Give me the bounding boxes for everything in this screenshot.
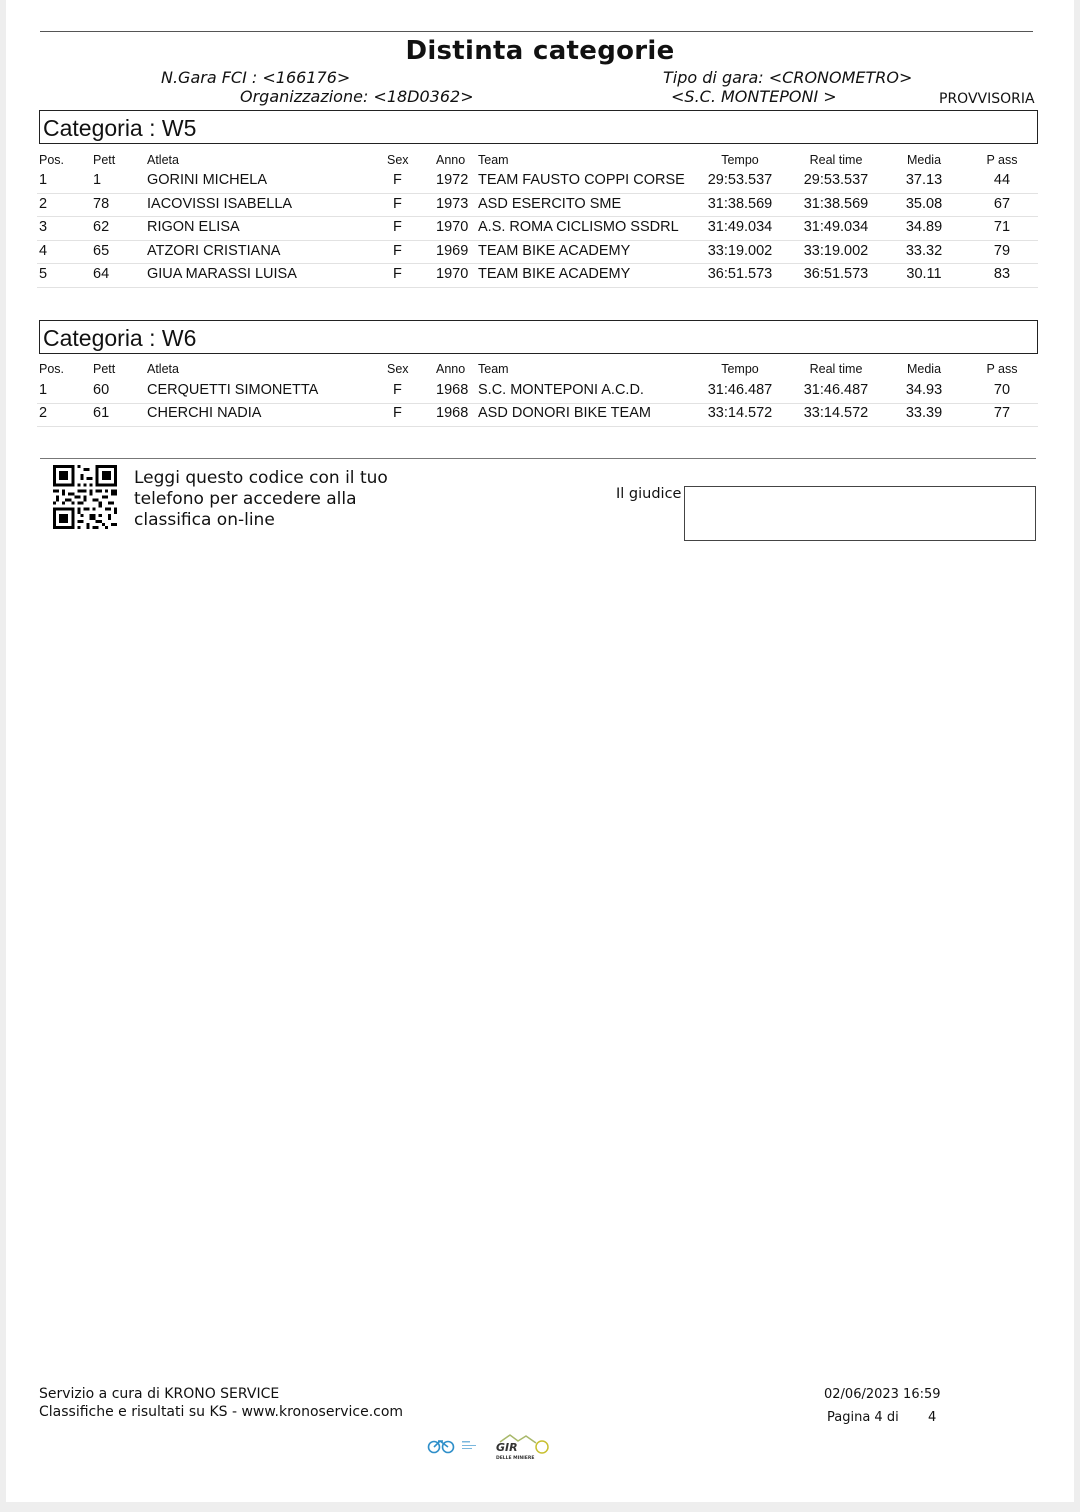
row-media: 34.93 bbox=[905, 382, 943, 398]
col-anno: Anno bbox=[436, 362, 466, 376]
sponsor-logos bbox=[426, 1432, 556, 1462]
row-real-time: 33:14.572 bbox=[803, 405, 869, 421]
row-sex: F bbox=[393, 219, 402, 235]
top-rule bbox=[40, 31, 1033, 32]
race-number: N.Gara FCI : <166176> bbox=[161, 68, 351, 87]
row-real-time: 31:38.569 bbox=[803, 196, 869, 212]
row-pass: 83 bbox=[993, 266, 1011, 282]
giro-delle-miniere-logo bbox=[496, 1435, 548, 1461]
row-real-time: 29:53.537 bbox=[803, 172, 869, 188]
svg-text:DELLE MINIERE: DELLE MINIERE bbox=[496, 1456, 535, 1461]
row-sex: F bbox=[393, 243, 402, 259]
document-title: Distinta categorie bbox=[405, 36, 675, 66]
qr-instruction-line1: Leggi questo codice con il tuo bbox=[134, 468, 388, 488]
footer-page-label: Pagina 4 di bbox=[827, 1410, 899, 1425]
row-pass: 79 bbox=[993, 243, 1011, 259]
row-sex: F bbox=[393, 382, 402, 398]
category-header-w6 bbox=[39, 320, 1038, 354]
qr-code-icon[interactable] bbox=[53, 465, 117, 529]
row-tempo: 31:46.487 bbox=[707, 382, 773, 398]
row-anno: 1973 bbox=[436, 196, 469, 212]
row-real-time: 31:46.487 bbox=[803, 382, 869, 398]
row-tempo: 36:51.573 bbox=[707, 266, 773, 282]
footer-results: Classifiche e risultati su KS - www.kronoservice.com bbox=[39, 1404, 404, 1420]
footer-datetime: 02/06/2023 16:59 bbox=[824, 1387, 941, 1402]
row-pass: 67 bbox=[993, 196, 1011, 212]
footer-page-total: 4 bbox=[928, 1410, 937, 1425]
row-divider bbox=[37, 240, 1038, 241]
organization: Organizzazione: <18D0362> bbox=[240, 87, 474, 106]
col-team: Team bbox=[478, 153, 509, 167]
row-pett: 65 bbox=[93, 243, 110, 259]
row-media: 30.11 bbox=[906, 266, 942, 282]
row-pos: 1 bbox=[39, 382, 48, 398]
col-team: Team bbox=[478, 362, 509, 376]
row-team: A.S. ROMA CICLISMO SSDRL bbox=[478, 219, 679, 235]
row-pass: 77 bbox=[993, 405, 1011, 421]
judge-signature-box bbox=[684, 486, 1036, 541]
row-atleta: CERQUETTI SIMONETTA bbox=[147, 382, 319, 398]
row-pass: 70 bbox=[993, 382, 1011, 398]
col-media: Media bbox=[906, 362, 942, 376]
row-anno: 1972 bbox=[436, 172, 469, 188]
col-pett: Pett bbox=[93, 362, 116, 376]
row-pass: 71 bbox=[993, 219, 1011, 235]
row-anno: 1968 bbox=[436, 405, 469, 421]
row-sex: F bbox=[393, 266, 402, 282]
row-anno: 1970 bbox=[436, 266, 469, 282]
row-real-time: 33:19.002 bbox=[803, 243, 869, 259]
row-divider bbox=[37, 287, 1038, 288]
race-type: Tipo di gara: <CRONOMETRO> bbox=[663, 68, 913, 87]
row-sex: F bbox=[393, 405, 402, 421]
row-pett: 78 bbox=[93, 196, 110, 212]
row-atleta: CHERCHI NADIA bbox=[147, 405, 262, 421]
row-divider bbox=[37, 263, 1038, 264]
row-pos: 2 bbox=[39, 405, 48, 421]
organizer-name: <S.C. MONTEPONI > bbox=[671, 87, 837, 106]
row-media: 33.39 bbox=[905, 405, 943, 421]
col-media: Media bbox=[906, 153, 942, 167]
col-pos: Pos. bbox=[39, 362, 65, 376]
footer-service: Servizio a cura di KRONO SERVICE bbox=[39, 1386, 280, 1402]
category-title: Categoria : W6 bbox=[43, 325, 197, 351]
col-pett: Pett bbox=[93, 153, 116, 167]
row-tempo: 29:53.537 bbox=[707, 172, 773, 188]
row-atleta: IACOVISSI ISABELLA bbox=[147, 196, 293, 212]
row-pett: 62 bbox=[93, 219, 110, 235]
row-pos: 4 bbox=[39, 243, 48, 259]
sponsor-text-mark bbox=[462, 1441, 476, 1449]
row-team: TEAM BIKE ACADEMY bbox=[478, 243, 631, 259]
col-tempo: Tempo bbox=[721, 362, 759, 376]
row-media: 33.32 bbox=[905, 243, 943, 259]
col-anno: Anno bbox=[436, 153, 466, 167]
row-tempo: 31:38.569 bbox=[707, 196, 773, 212]
col-sex: Sex bbox=[387, 362, 409, 376]
row-media: 34.89 bbox=[905, 219, 943, 235]
row-divider bbox=[37, 403, 1038, 404]
row-pett: 1 bbox=[93, 172, 102, 188]
col-real-time: Real time bbox=[809, 362, 863, 376]
row-pett: 64 bbox=[93, 266, 110, 282]
row-pass: 44 bbox=[993, 172, 1011, 188]
cycling-logo-icon bbox=[429, 1441, 454, 1453]
row-pett: 60 bbox=[93, 382, 110, 398]
svg-text:GIR: GIR bbox=[496, 1441, 518, 1454]
row-anno: 1968 bbox=[436, 382, 469, 398]
row-divider bbox=[37, 193, 1038, 194]
qr-instruction-line2: telefono per accedere alla bbox=[134, 489, 357, 509]
row-atleta: RIGON ELISA bbox=[147, 219, 240, 235]
row-team: TEAM BIKE ACADEMY bbox=[478, 266, 631, 282]
row-media: 35.08 bbox=[905, 196, 943, 212]
row-divider bbox=[37, 216, 1038, 217]
row-pos: 2 bbox=[39, 196, 48, 212]
row-divider bbox=[37, 426, 1038, 427]
row-anno: 1969 bbox=[436, 243, 469, 259]
col-real-time: Real time bbox=[809, 153, 863, 167]
judge-label: Il giudice bbox=[616, 486, 682, 502]
col-pass: P ass bbox=[986, 153, 1018, 167]
category-header-w5 bbox=[39, 110, 1038, 144]
col-sex: Sex bbox=[387, 153, 409, 167]
col-atleta: Atleta bbox=[147, 153, 179, 167]
row-media: 37.13 bbox=[905, 172, 943, 188]
row-team: S.C. MONTEPONI A.C.D. bbox=[478, 382, 644, 398]
row-real-time: 36:51.573 bbox=[803, 266, 869, 282]
status-badge: PROVVISORIA bbox=[939, 91, 1035, 107]
row-sex: F bbox=[393, 172, 402, 188]
row-atleta: GORINI MICHELA bbox=[147, 172, 268, 188]
row-atleta: ATZORI CRISTIANA bbox=[147, 243, 281, 259]
row-tempo: 33:14.572 bbox=[707, 405, 773, 421]
row-pett: 61 bbox=[93, 405, 110, 421]
row-team: ASD DONORI BIKE TEAM bbox=[478, 405, 651, 421]
col-pass: P ass bbox=[986, 362, 1018, 376]
col-atleta: Atleta bbox=[147, 362, 179, 376]
row-sex: F bbox=[393, 196, 402, 212]
row-pos: 1 bbox=[39, 172, 48, 188]
row-atleta: GIUA MARASSI LUISA bbox=[147, 266, 297, 282]
section-divider bbox=[40, 458, 1036, 459]
row-tempo: 33:19.002 bbox=[707, 243, 773, 259]
row-tempo: 31:49.034 bbox=[707, 219, 773, 235]
row-pos: 5 bbox=[39, 266, 48, 282]
row-pos: 3 bbox=[39, 219, 48, 235]
col-tempo: Tempo bbox=[721, 153, 759, 167]
category-title: Categoria : W5 bbox=[43, 115, 197, 141]
col-pos: Pos. bbox=[39, 153, 65, 167]
row-team: TEAM FAUSTO COPPI CORSE bbox=[478, 172, 685, 188]
qr-instruction-line3: classifica on-line bbox=[134, 510, 275, 530]
row-real-time: 31:49.034 bbox=[803, 219, 869, 235]
row-anno: 1970 bbox=[436, 219, 469, 235]
row-team: ASD ESERCITO SME bbox=[478, 196, 622, 212]
